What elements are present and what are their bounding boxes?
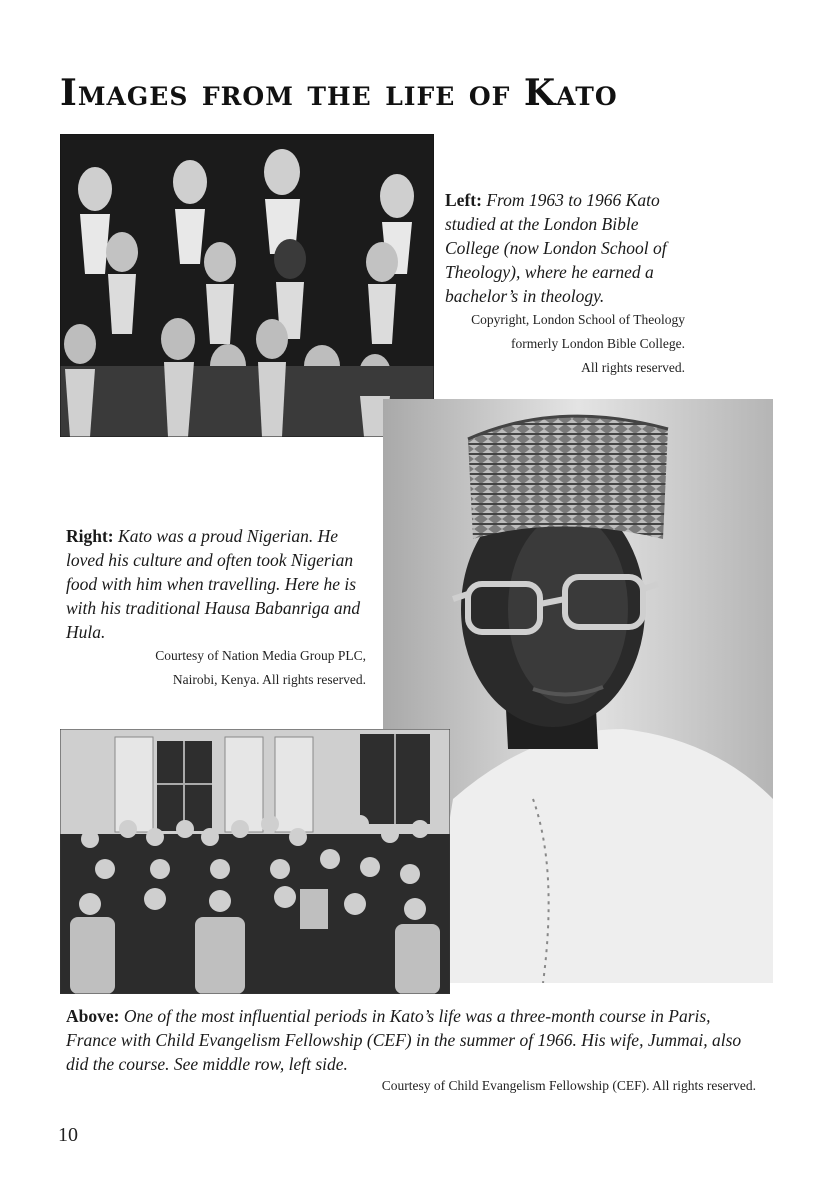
credit-line: Copyright, London School of Theology — [471, 312, 685, 327]
cef-paris-course-group-photo — [60, 729, 450, 994]
photo-credit — [66, 1074, 756, 1098]
caption-body: From 1963 to 1966 Kato studied at the London Bible College (now London School of Theology), where he earned a bachelor’s in theology. — [445, 190, 667, 306]
above-photo-caption — [66, 1004, 756, 1098]
credit-line: All rights reserved. — [581, 360, 685, 375]
page-title: Images from the life of Kato — [60, 72, 618, 114]
credit-line: formerly London Bible College. — [511, 336, 685, 351]
caption-lead: Left: — [445, 190, 482, 210]
page-number: 10 — [58, 1124, 78, 1146]
credit-line: Courtesy of Nation Media Group PLC, — [155, 648, 366, 663]
london-bible-college-group-photo — [60, 134, 434, 437]
credit-line: Nairobi, Kenya. All rights reserved. — [172, 672, 366, 687]
left-photo-caption — [445, 188, 685, 380]
photo-credit — [445, 308, 685, 380]
caption-lead: Above: — [66, 1006, 120, 1026]
right-photo-caption — [66, 524, 366, 692]
caption-body: Kato was a proud Nigerian. He loved his culture and often took Nigerian food with him when travelling. Here he is with his traditional Hausa Babanriga and Hula. — [66, 526, 361, 642]
caption-lead: Right: — [66, 526, 114, 546]
caption-body: One of the most influential periods in Kato’s life was a three-month course in Paris, France with Child Evangelism Fellowship (CEF) in the summer of 1966. His wife, Jummai, also did the course. See middle row, left side. — [66, 1006, 742, 1074]
credit-line: Courtesy of Child Evangelism Fellowship (CEF). All rights reserved. — [381, 1078, 756, 1093]
photo-credit — [66, 644, 366, 692]
